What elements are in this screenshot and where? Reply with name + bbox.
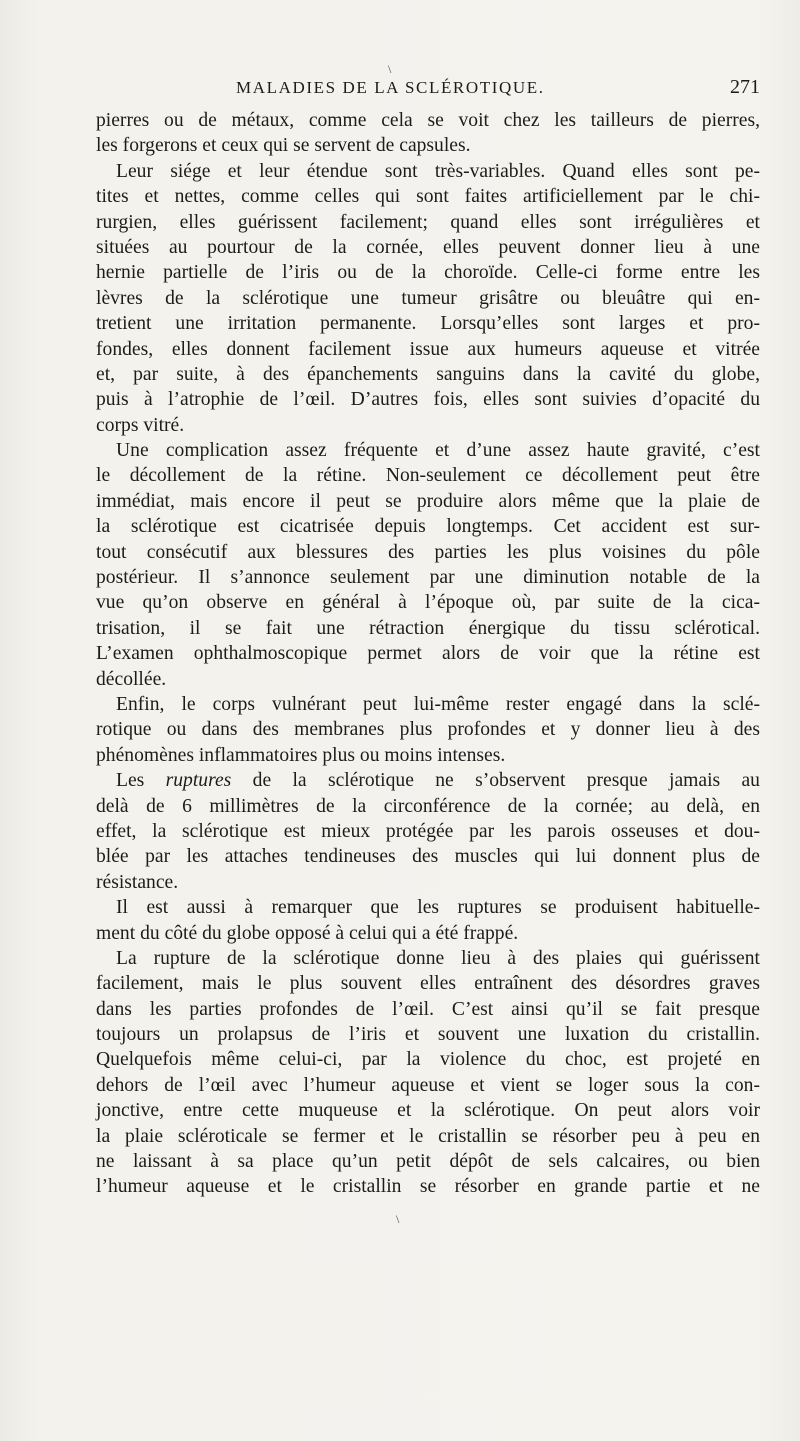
text-line: La rupture de la sclérotique donne lieu à des plaies qui guérissent	[116, 947, 760, 969]
text-line: la plaie scléroticale se fermer et le cristallin se résorber peu à peu en	[96, 1125, 760, 1147]
text-line: delà de 6 millimètres de la circonférence de la cornée; au delà, en	[96, 795, 760, 817]
text-line: effet, la sclérotique est mieux protégée par les parois osseuses et dou-	[96, 820, 760, 842]
text-line: Quelquefois même celui-ci, par la violence du choc, est projeté en	[96, 1049, 760, 1071]
text-line: Leur siége et leur étendue sont très-variables. Quand elles sont pe-	[116, 160, 760, 182]
text-line: toujours un prolapsus de l’iris et souvent une luxation du cristallin.	[96, 1024, 760, 1046]
text-line: rurgien, elles guérissent facilement; quand elles sont irrégulières et	[96, 211, 760, 233]
text-line: rotique ou dans des membranes plus profondes et y donner lieu à des	[96, 719, 760, 741]
text-line: tretient une irritation permanente. Lorsqu’elles sont larges et pro-	[96, 313, 760, 335]
italic-term: ruptures	[165, 770, 232, 792]
text-line: la sclérotique est cicatrisée depuis longtemps. Cet accident est sur-	[96, 516, 760, 538]
text-line: jonctive, entre cette muqueuse et la sclérotique. On peut alors voir	[96, 1100, 760, 1122]
text-line: corps vitré.	[96, 414, 185, 436]
text-line: l’humeur aqueuse et le cristallin se résorber en grande partie et ne	[96, 1176, 760, 1198]
text-line: et, par suite, à des épanchements sanguins dans la cavité du globe,	[96, 363, 760, 385]
text-line: phénomènes inflammatoires plus ou moins intenses.	[96, 744, 506, 766]
text-line: facilement, mais le plus souvent elles entraînent des désordres graves	[96, 973, 760, 995]
text-line: fondes, elles donnent facilement issue aux humeurs aqueuse et vitrée	[96, 338, 760, 360]
text-line: les forgerons et ceux qui se servent de capsules.	[96, 135, 471, 157]
stray-mark-top: \	[388, 62, 392, 76]
text-line: puis à l’atrophie de l’œil. D’autres fois, elles sont suivies d’opacité du	[96, 389, 760, 411]
text-line: le décollement de la rétine. Non-seulement ce décollement peut être	[96, 465, 760, 487]
text-line: Enfin, le corps vulnérant peut lui-même rester engagé dans la sclé-	[116, 693, 760, 715]
running-head: MALADIES DE LA SCLÉROTIQUE.	[236, 78, 545, 97]
text-line: immédiat, mais encore il peut se produire alors même que la plaie de	[96, 490, 760, 512]
text-line: blée par les attaches tendineuses des muscles qui lui donnent plus de	[96, 846, 760, 868]
text-line: tout consécutif aux blessures des parties les plus voisines du pôle	[96, 541, 760, 563]
text-line: tites et nettes, comme celles qui sont faites artificiellement par le chi-	[96, 186, 760, 208]
text-line: dehors de l’œil avec l’humeur aqueuse et vient se loger sous la con-	[96, 1074, 760, 1096]
stray-mark-bottom: \	[396, 1212, 400, 1226]
text-line: dans les parties profondes de l’œil. C’est ainsi qu’il se fait presque	[96, 998, 760, 1020]
text-line: L’examen ophthalmoscopique permet alors de voir que la rétine est	[96, 643, 760, 665]
body-text	[96, 108, 760, 1200]
text-line-ruptures: Les ruptures de la sclérotique ne s’observent presque jamais au	[116, 770, 760, 792]
page-header	[96, 78, 760, 108]
text-line: décollée.	[96, 668, 167, 690]
text-line: résistance.	[96, 871, 179, 893]
text-line: Une complication assez fréquente et d’une assez haute gravité, c’est	[116, 440, 760, 462]
text-line: situées au pourtour de la cornée, elles peuvent donner lieu à une	[96, 236, 760, 258]
text-line: vue qu’on observe en général à l’époque où, par suite de la cica-	[96, 592, 760, 614]
text-line: pierres ou de métaux, comme cela se voit chez les tailleurs de pierres,	[96, 110, 760, 131]
text-line: ment du côté du globe opposé à celui qui a été frappé.	[96, 922, 519, 944]
text-line: hernie partielle de l’iris ou de la choroïde. Celle-ci forme entre les	[96, 262, 760, 284]
text-line: lèvres de la sclérotique une tumeur grisâtre ou bleuâtre qui en-	[96, 287, 760, 309]
page-number: 271	[730, 76, 760, 98]
text-line: trisation, il se fait une rétraction énergique du tissu sclérotical.	[96, 617, 760, 639]
text-line: Il est aussi à remarquer que les ruptures se produisent habituelle-	[116, 897, 760, 919]
text-line: ne laissant à sa place qu’un petit dépôt de sels calcaires, ou bien	[96, 1151, 760, 1173]
text-line: postérieur. Il s’annonce seulement par une diminution notable de la	[96, 567, 760, 589]
